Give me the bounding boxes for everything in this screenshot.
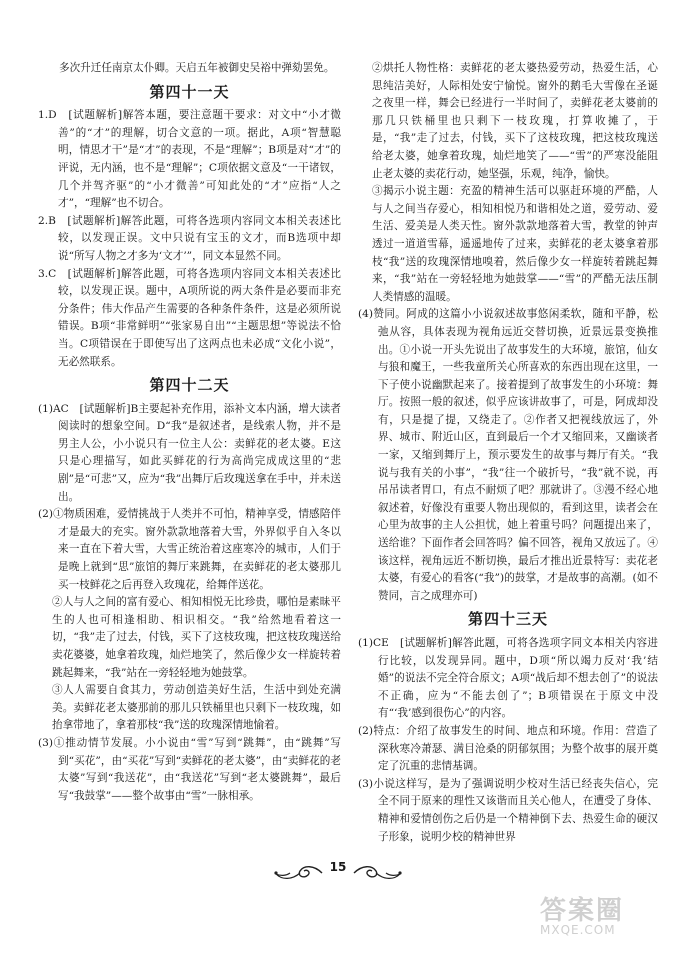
answer-1: 1.D [试题解析]解答本题，要注意题干要求：对文中“小才微善”的“才”的理解，切合文意的一项。据此，A项“智慧聪明，情思才干”是“才”的表现，不是“理解”；B项是对“才”的评说，无内涵，也不是“理解”；C项依据文意及“一干诸钗，几个并驾齐驱”的“小才微善”可知此处的“才”应指“人之才”，“理解”也不切合。 bbox=[38, 109, 341, 210]
answer-42-2-point3: ③人人需要自食其力，劳动创造美好生活，生活中到处充满美。卖鲜花老太婆那前的那儿只铁桶里也只剩下一枝玫瑰，如抬拿带地了，拿着那枝“我”送的玫瑰深情地愉着。 bbox=[52, 684, 341, 732]
left-ornament-icon bbox=[272, 862, 324, 884]
answer-42-1: (1)AC [试题解析]B主要起补充作用，添补文本内涵，增大读者阅读时的想象空间。D“我”是叙述者，是线索人物，并不是男主人公，小小说只有一位主人公：卖鲜花的老太婆。E这只是心理描写，如此买鲜花的行为高尚完成成这里的“悲剧”是“可悲”又，应为“我”出舞厅后玫瑰送拿在手中，并未送出。 bbox=[38, 402, 341, 503]
day-41-title: 第四十一天 bbox=[149, 82, 230, 101]
day-43-title: 第四十三天 bbox=[467, 610, 548, 629]
left-column bbox=[38, 60, 341, 805]
right-ornament-icon bbox=[352, 862, 404, 884]
answer-42-3-point2: ②烘托人物性格：卖鲜花的老太婆热爱劳动，热爱生活，心思纯洁美好，人际相处安宁愉悦。窗外的鹅毛大雪像在圣诞之夜里一样，舞会已经进行一半时间了，卖鲜花老太婆前的那几只铁桶里也只剩下一枝玫瑰，打算收摊了，于是，“我”走了过去，付钱，买下了这枝玫瑰，把这枝玫瑰送给老太婆，她拿着玫瑰，灿烂地笑了——“雪”的严寒没能阻止老太婆的卖花行动，她坚强，乐观，纯净，愉快。 bbox=[372, 62, 658, 180]
answer-42-2: (2)①物质困难，爱情挑战于人类并不可怕，精神享受，情感陪伴才是最大的充实。窗外款款地落着大雪，外界似乎自入冬以来一直在下着大雪，大雪正统治着这座寒冷的城市，人们于是晚上就到“思”旅馆的舞厅来跳舞，在卖鲜花的老太婆那儿买一枝鲜花之后再登入玫瑰花，给舞伴送花。 bbox=[38, 508, 341, 591]
answer-42-3: (3)①推动情节发展。小小说由“雪”写到“跳舞”，由“跳舞”写到“买花”，由“买花”写到“卖鲜花的老太婆”，由“卖鲜花的老太婆”写到“我送花”，由“我送花”写到“老太婆跳舞”，最后写“我鼓掌”——整个故事由“雪”一脉相承。 bbox=[38, 736, 341, 802]
answer-43-3: (3)小说这样写，是为了强调说明少校对生活已经丧失信心，完全不同于原来的理性又该谐而且关心他人，在遭受了身体、精神和爱情创伤之后仍是一个精神倒下去、热爱生命的硬汉子形象，说明少校的精神世界 bbox=[358, 777, 658, 843]
answer-2: 2.B [试题解析]解答此题，可将各选项内容同文本相关表述比较，以发现正误。文中只说有宝玉的文才，而B选项中却说“所写人物之才多为‘文才’”，同文本显然不同。 bbox=[38, 214, 341, 262]
watermark-line2: MXQE.COM bbox=[540, 923, 616, 937]
answer-42-3-point3: ③揭示小说主题：充盈的精神生活可以驱赶环境的严酷，人与人之间当存爱心，相知相悦乃和谐相处之道，爱劳动、爱生活、爱美是人类天性。窗外款款地落着大雪，教堂的钟声透过一道道雪幕，遥遥地传了过来，卖鲜花的老太婆拿着那枝“我”送的玫瑰深情地嗅着，然后像少女一样旋转着跳起舞来，“我”站在一旁轻轻地为她鼓掌——“雪”的严酷无法压制人类情感的温暖。 bbox=[372, 185, 658, 303]
answer-43-1: (1)CE [试题解析]解答此题，可将各选项字同文本相关内容进行比较，以发现异同。题中，D项“所以竭力反对‘我’结婚”的说法不完全符合原文；A项“战后却不想去创了”的说法不正确，应为“不能去创了”；B项错误在于原文中没有“‘我’感到很伤心”的内容。 bbox=[358, 637, 658, 720]
watermark-line1: 答案圈 bbox=[540, 896, 625, 926]
day-42-title: 第四十二天 bbox=[149, 376, 230, 395]
answer-43-2: (2)特点：介绍了故事发生的时间、地点和环境。作用：营造了深秋寒冷萧瑟、满目沧桑的阴郁氛围；为整个故事的展开奠定了沉重的悲情基调。 bbox=[358, 724, 658, 773]
answer-3: 3.C [试题解析]解答此题，可将各选项内容同文本相关表述比较，以发现正误。题中，A项所说的两大条件是必要而非充分条件；伟大作品产生需要的各种条件条件，这是必须所说错误。B项“非常鲜明”“张家易自出”“主题思想”等说法不恰当。C项错误在于即使写出了这两点也未必成“文化小说”，无必然联系。 bbox=[38, 267, 341, 368]
answer-42-2-point2: ②人与人之间的富有爱心、相知相悦无比珍贵，哪怕是素昧平生的人也可相逢相助、相识相交。“我”给然地看着这一切，“我”走了过去，付钱，买下了这枝玫瑰，把这枝玫瑰送给卖花婆婆，她拿着玫瑰，灿烂地笑了，然后像少女一样旋转着跳起舞来，“我”站在一旁轻轻地为她鼓掌。 bbox=[52, 596, 341, 679]
page-number: 15 bbox=[329, 860, 347, 874]
right-column bbox=[358, 60, 658, 846]
intro-paragraph: 多次升迁任南京太仆卿。天启五年被御史吴裕中弹劾罢免。 bbox=[59, 62, 335, 74]
answer-42-4: (4)赞同。阿成的这篇小小说叙述故事悠闲柔软，随和平静，松弛从容，具体表现为视角远近交替切换，近景远景变换推出。①小说一开头先说出了故事发生的大环境，旅馆，仙女与狼和魔王，一些我童所关心所喜欢的东西出现在这里，一下子使小说幽默起来了。接着提到了故事发生的小环境：舞厅。按照一般的叙述，似乎应该讲故事了，可是，阿成却没有，只是提了提，又绕走了。②作者又把视线放远了，外界、城市、附近山区，直到最后一个才又缩回来，又幽谈者一家，又缩到舞厅上，预示要发生的故事与舞厅有关。“我说与我有关的小事”，“我”往一个破折号，“我”就不说，再吊吊读者胃口，有点不耐烦了吧？那就讲了。③漫不经心地叙述着，好像没有重要人物出现似的，看到这里，读者会在心里为故事的主人公担忧，她上着重号吗？问题提出来了，送给谁？下面作者会回答吗？偏不回答，视角又放远了。④该这样，视角远近不断切换，最后才推出近景特写：卖花老太婆，有爱心的看客(“我”)的鼓掌，才是故事的高潮。(如不赞同，言之成理亦可) bbox=[358, 308, 658, 602]
watermark-logo bbox=[540, 890, 670, 950]
